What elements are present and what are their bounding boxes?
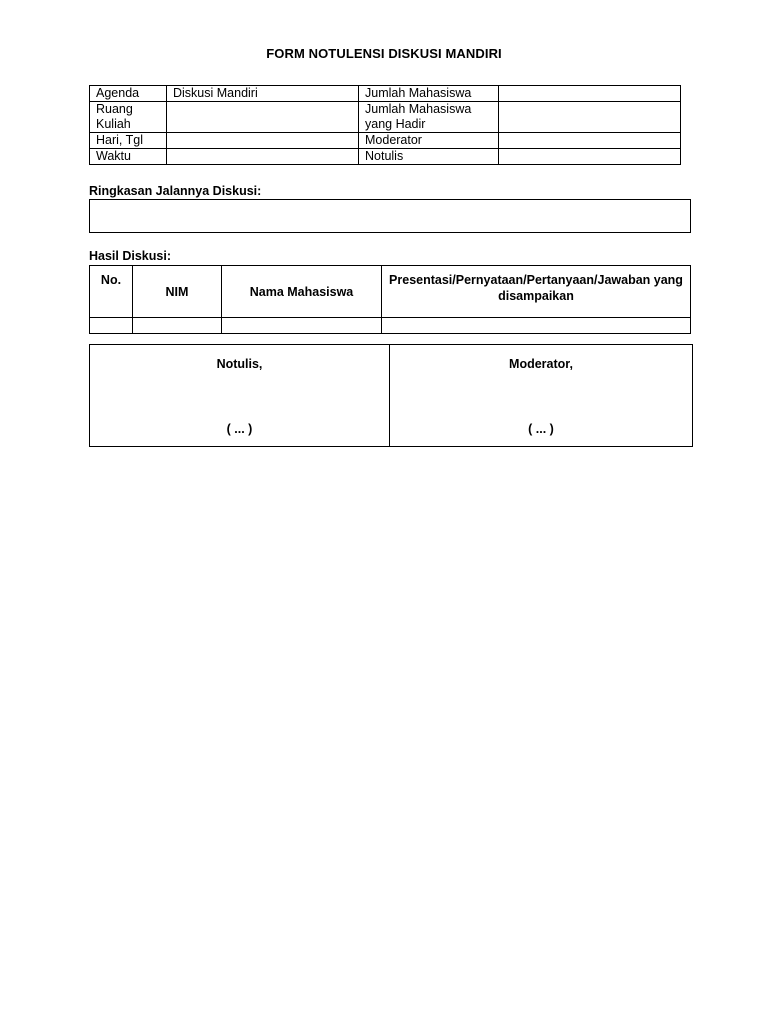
signature-name-notulis: ( ... ): [226, 422, 253, 436]
info-value[interactable]: [167, 133, 359, 149]
signature-notulis: [90, 345, 390, 447]
info-value[interactable]: Diskusi Mandiri: [167, 86, 359, 102]
form-title: FORM NOTULENSI DISKUSI MANDIRI: [266, 46, 502, 61]
signature-row: [90, 345, 693, 447]
info-label: Jumlah Mahasiswa yang Hadir: [359, 102, 499, 133]
results-header-row: [90, 266, 691, 318]
info-label: Jumlah Mahasiswa: [359, 86, 499, 102]
table-cell[interactable]: [222, 318, 382, 334]
info-label: Agenda: [90, 86, 167, 102]
signature-role-moderator: Moderator,: [509, 357, 573, 371]
table-cell[interactable]: [133, 318, 222, 334]
column-header-nama: Nama Mahasiswa: [222, 266, 382, 318]
info-label: Hari, Tgl: [90, 133, 167, 149]
info-label: Waktu: [90, 149, 167, 165]
results-label: Hasil Diskusi:: [89, 249, 171, 263]
column-header-no: No.: [90, 266, 133, 318]
info-value[interactable]: [499, 102, 681, 133]
info-value[interactable]: [499, 86, 681, 102]
signature-moderator: [390, 345, 693, 447]
info-row-ruang-kuliah: [90, 102, 681, 133]
info-label: Notulis: [359, 149, 499, 165]
info-row-hari-tgl: [90, 133, 681, 149]
signature-name-moderator: ( ... ): [528, 422, 554, 436]
table-row: [90, 318, 691, 334]
signature-role-notulis: Notulis,: [216, 357, 263, 371]
info-row-agenda: [90, 86, 681, 102]
table-cell[interactable]: [382, 318, 691, 334]
column-header-nim: NIM: [133, 266, 222, 318]
signature-table: [89, 344, 693, 447]
info-label: Ruang Kuliah: [90, 102, 167, 133]
info-label: Moderator: [359, 133, 499, 149]
column-header-presentasi: Presentasi/Pernyataan/Pertanyaan/Jawaban yang disampaikan: [382, 266, 691, 318]
results-table: [89, 265, 691, 334]
summary-box[interactable]: [89, 199, 691, 233]
info-value[interactable]: [167, 102, 359, 133]
info-value[interactable]: [499, 133, 681, 149]
info-value[interactable]: [167, 149, 359, 165]
info-table: [89, 85, 681, 165]
table-cell[interactable]: [90, 318, 133, 334]
info-value[interactable]: [499, 149, 681, 165]
summary-label: Ringkasan Jalannya Diskusi:: [89, 184, 262, 198]
info-row-waktu: [90, 149, 681, 165]
